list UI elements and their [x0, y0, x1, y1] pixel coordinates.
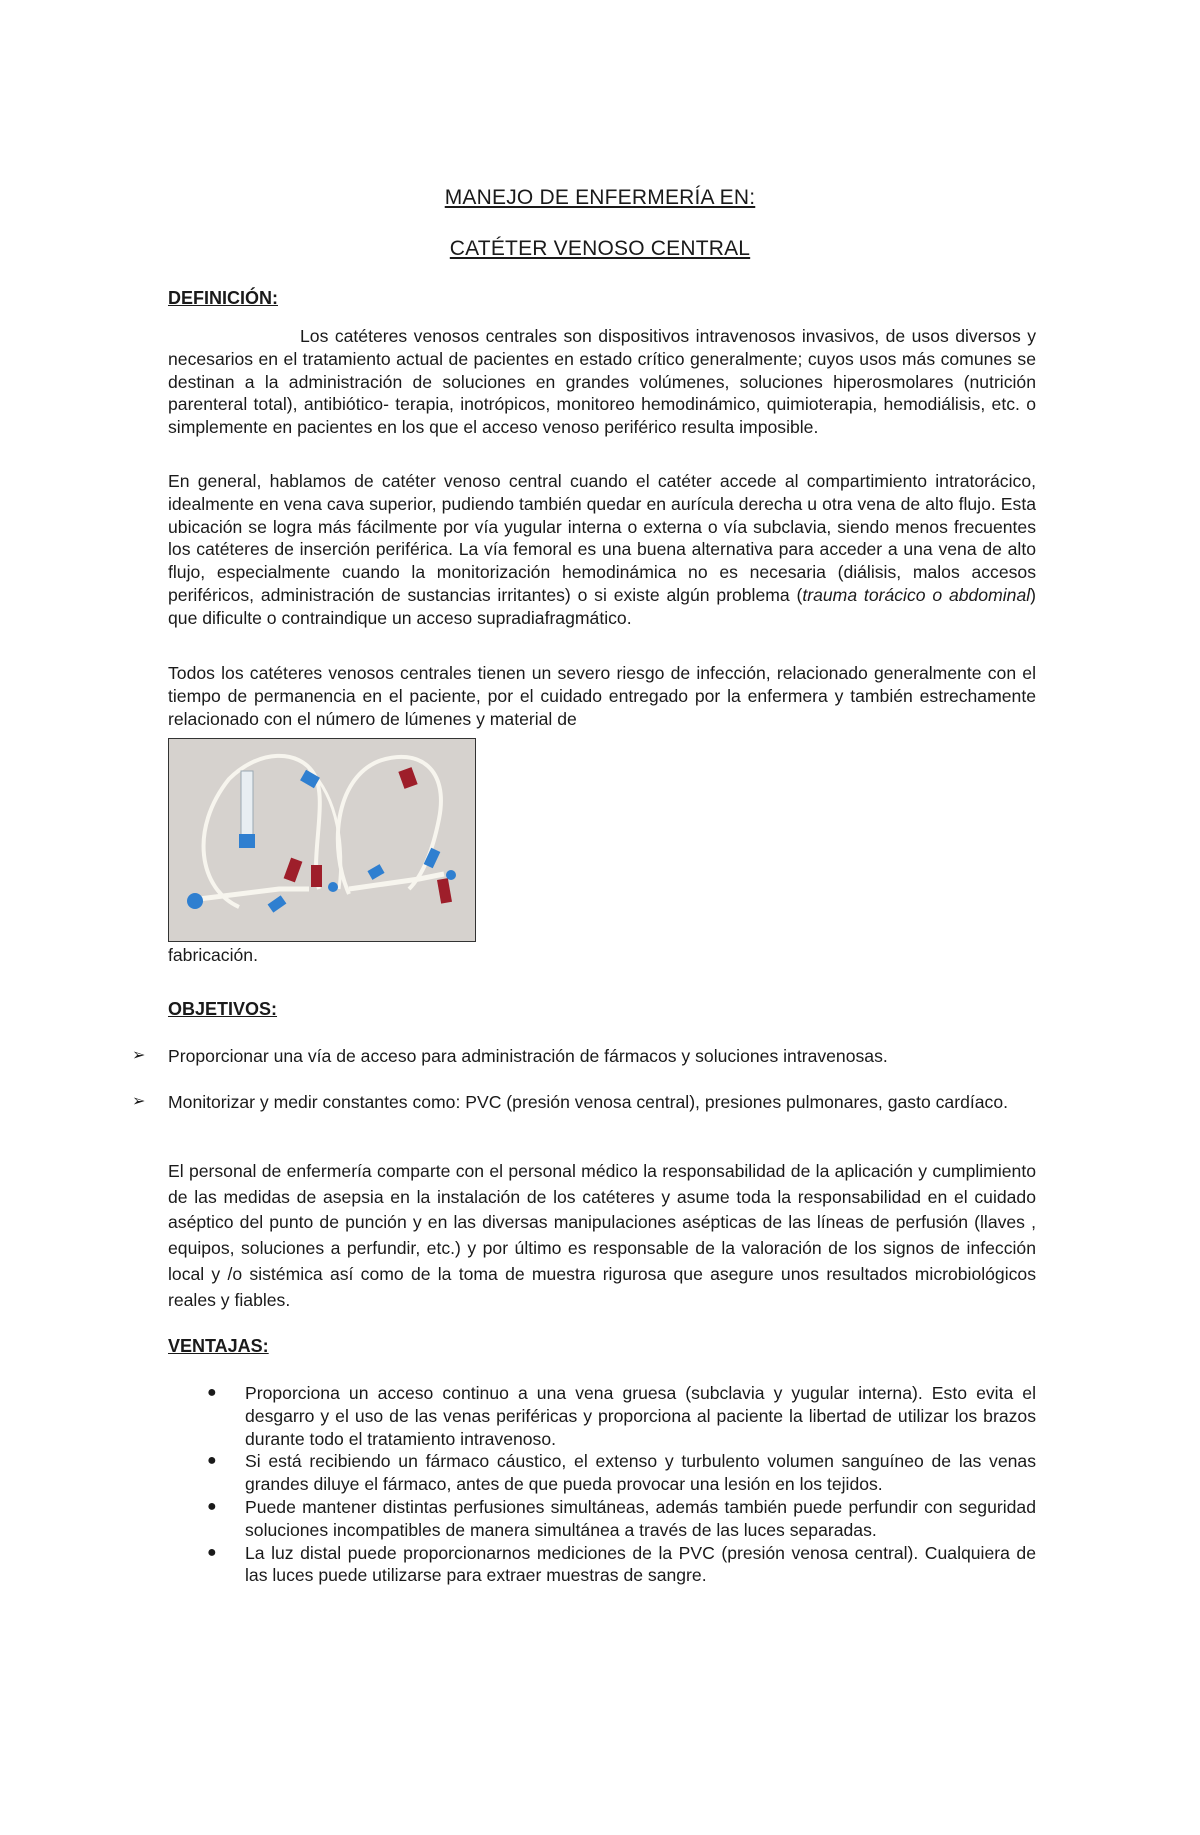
ventajas-heading: VENTAJAS: [168, 1336, 269, 1356]
ventajas-item-text: Si está recibiendo un fármaco cáustico, el extenso y turbulento volumen sanguíneo de las venas grandes diluye el fármaco, antes de que pueda provocar una lesión en los tejidos. [245, 1451, 1036, 1495]
ventajas-list-item [207, 1450, 1036, 1496]
bullet-dot-icon: ● [207, 1452, 217, 1470]
objetivos-paragraph: El personal de enfermería comparte con el personal médico la responsabilidad de la aplicación y cumplimiento de las medidas de asepsia en la instalación de los catéteres y asume toda la responsabilidad en el cuidado aséptico del punto de punción y en las diversas manipulaciones asépticas de las líneas de perfusión (llaves , equipos, soluciones a perfundir, etc.) y por último es responsable de la valoración de los signos de infección local y /o sistémica así como de la toma de muestra rigurosa que asegure unos resultados microbiológicos reales y fiables. [168, 1161, 1036, 1310]
left-catheter-dilator [241, 771, 253, 841]
objetivos-heading: OBJETIVOS: [168, 999, 278, 1019]
arrow-bullet-icon: ➢ [132, 1047, 146, 1064]
definicion-paragraph-2 [168, 470, 1036, 630]
definicion-paragraph-1: Los catéteres venosos centrales son dispositivos intravenosos invasivos, de usos diversos y necesarios en el tratamiento actual de pacientes en estado crítico generalmente; cuyos usos más comunes se destinan a la administración de soluciones en grandes volúmenes, soluciones hiperosmolares (nutrición parenteral total), antibiótico- terapia, inotrópicos, monitoreo hemodinámico, quimioterapia, hemodiálisis, etc. o simplemente en pacientes en los que el acceso venoso periférico resulta imposible. [168, 326, 1036, 438]
left-blue-cap-3 [328, 882, 338, 892]
objetivos-item-text: Monitorizar y medir constantes como: PVC (presión venosa central), presiones pulmonares, gasto cardíaco. [168, 1092, 1008, 1112]
objetivos-list-item [132, 1091, 1036, 1114]
bullet-dot-icon: ● [207, 1497, 217, 1515]
definicion-paragraph-3: Todos los catéteres venosos centrales tienen un severo riesgo de infección, relacionado generalmente con el tiempo de permanencia en el paciente, por el cuidado entregado por la enfermera y también estrechamente relacionado con el número de lúmenes y material de [168, 663, 1036, 729]
catheter-photo-illustration [169, 739, 475, 941]
ventajas-list-item [207, 1542, 1036, 1588]
objetivos-list-item [132, 1045, 1036, 1068]
left-blue-cap-1 [187, 893, 203, 909]
ventajas-item-text: Puede mantener distintas perfusiones simultáneas, además también puede perfundir con seguridad soluciones incompatibles de manera simultánea a través de las luces separadas. [245, 1496, 1036, 1540]
arrow-bullet-icon: ➢ [132, 1093, 146, 1110]
definicion-heading: DEFINICIÓN: [168, 288, 278, 308]
ventajas-list-item [207, 1382, 1036, 1450]
right-blue-cap-3 [446, 870, 456, 880]
left-red-cap-2 [311, 865, 322, 887]
document-title-line-1: MANEJO DE ENFERMERÍA EN: [444, 186, 756, 209]
ventajas-list [207, 1382, 1036, 1587]
ventajas-item-text: La luz distal puede proporcionarnos mediciones de la PVC (presión venosa central). Cualquiera de las luces puede utilizarse para extraer muestras de sangre. [245, 1542, 1036, 1586]
bullet-dot-icon: ● [207, 1543, 217, 1561]
left-blue-clamp-top [239, 834, 255, 848]
bullet-dot-icon: ● [207, 1384, 217, 1401]
definicion-paragraph-2-text-b: ) que dificulte o contraindique un acceso supradiafragmático. [168, 584, 1036, 628]
definicion-paragraph-2-text-a: En general, hablamos de catéter venoso central cuando el catéter accede al compartimiento intratorácico, idealmente en vena cava superior, pudiendo también quedar en aurícula derecha u otra vena de alto flujo. Esta ubicación se logra más fácilmente por vía yugular interna o externa o vía subclavia, siendo menos frecuentes los catéteres de inserción periférica. La vía femoral es una buena alternativa para acceder a una vena de alto flujo, especialmente cuando la monitorización hemodinámica no es necesaria (diálisis, malos accesos periféricos, administración de sustancias irritantes) o si existe algún problema ( [168, 471, 1036, 605]
document-title-line-2: CATÉTER VENOSO CENTRAL [449, 237, 751, 260]
definicion-paragraph-3-continuation: fabricación. [168, 945, 258, 965]
ventajas-list-item [207, 1496, 1036, 1542]
definicion-paragraph-2-italic: trauma torácico o abdominal [802, 584, 1031, 605]
ventajas-item-text: Proporciona un acceso continuo a una vena gruesa (subclavia y yugular interna). Esto evita el desgarro y el uso de las venas periféricas y proporciona al paciente la libertad de utilizar los brazos durante todo el tratamiento intravenoso. [245, 1383, 1036, 1449]
catheter-photo [168, 738, 476, 942]
objetivos-item-text: Proporcionar una vía de acceso para administración de fármacos y soluciones intravenosas. [168, 1046, 888, 1066]
